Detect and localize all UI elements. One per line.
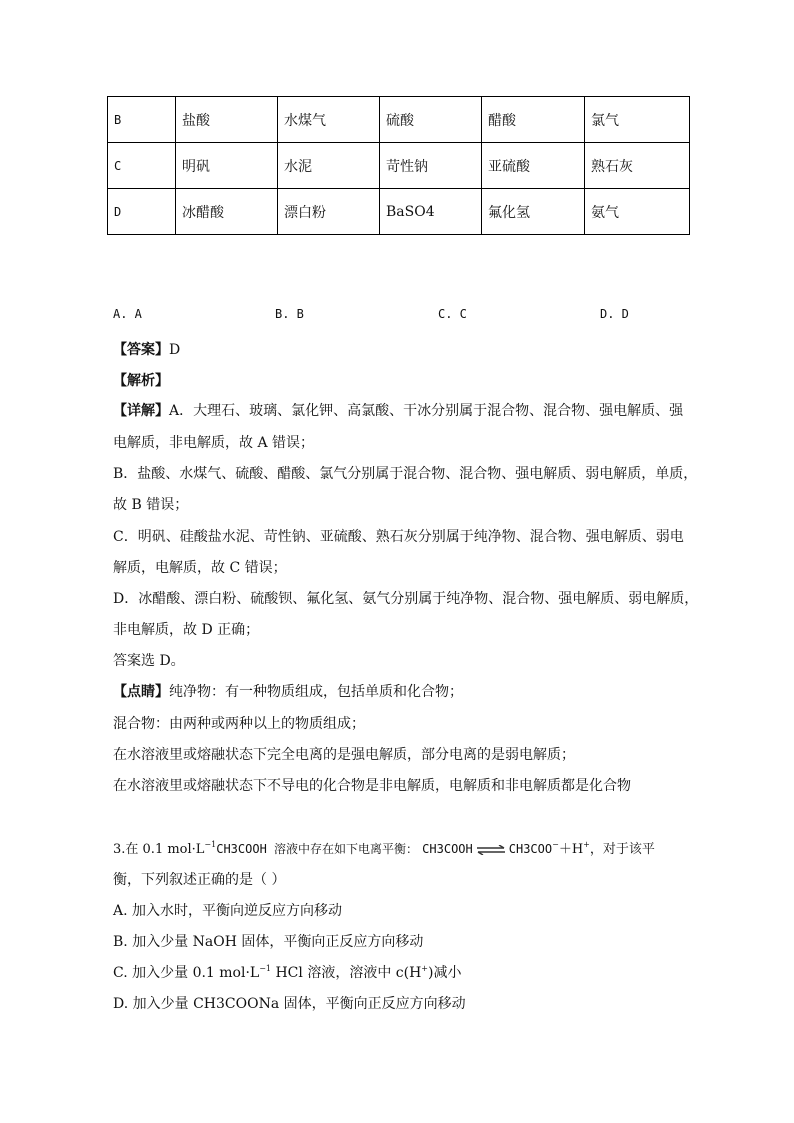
table-cell: 明矾 xyxy=(176,143,278,189)
detail-tag: 【详解】 xyxy=(113,403,169,419)
eq-left: CH3COOH xyxy=(422,842,473,856)
equilibrium-arrow-icon xyxy=(476,845,506,855)
tip-text: 纯净物：有一种物质组成，包括单质和化合物； xyxy=(169,684,463,700)
opt-c-post: HCl 溶液，溶液中 c(H xyxy=(271,965,422,981)
opt-c-end: )减小 xyxy=(427,965,462,981)
question3-line2: 衡，下列叙述正确的是（ ） xyxy=(113,872,286,888)
question3-option-a: A. 加入水时，平衡向逆反应方向移动 xyxy=(113,903,343,919)
answer-value: D xyxy=(169,342,181,358)
q3-prefix-sup: −1 xyxy=(204,840,217,849)
row-label: C xyxy=(108,143,176,189)
tip-line1 xyxy=(113,681,463,701)
table-cell: 水煤气 xyxy=(278,97,380,143)
tip-line4: 在水溶液里或熔融状态下不导电的化合物是非电解质，电解质和非电解质都是化合物 xyxy=(113,778,631,794)
detail-c-line1: C．明矾、硅酸盐水泥、苛性钠、亚硫酸、熟石灰分别属于纯净物、混合物、强电解质、弱电 xyxy=(113,529,684,545)
detail-b-line2: 故 B 错误； xyxy=(113,497,189,513)
detail-a-line1 xyxy=(113,400,683,420)
answer-tag: 【答案】 xyxy=(113,342,169,358)
detail-b-line1: B．盐酸、水煤气、硫酸、醋酸、氯气分别属于混合物、混合物、强电解质、弱电解质，单质， xyxy=(113,466,698,482)
question3-option-d: D. 加入少量 CH3COONa 固体，平衡向正反应方向移动 xyxy=(113,996,466,1012)
question3-stem xyxy=(113,838,655,857)
table-cell: 亚硫酸 xyxy=(482,143,585,189)
table-cell: 熟石灰 xyxy=(585,143,690,189)
table-cell: 氨气 xyxy=(585,189,690,235)
row-label: D xyxy=(108,189,176,235)
detail-c-line2: 解质，电解质，故 C 错误； xyxy=(113,560,287,576)
answer-line xyxy=(113,339,180,359)
q3-tail: ，对于该平 xyxy=(589,842,655,857)
detail-a-line2: 电解质，非电解质，故 A 错误； xyxy=(113,435,315,451)
opt-c-sup: −1 xyxy=(259,964,272,973)
opt-c-sup2: + xyxy=(421,964,428,973)
eq-plus: ＋H xyxy=(558,842,584,857)
question3-option-b: B. 加入少量 NaOH 固体，平衡向正反应方向移动 xyxy=(113,934,424,950)
option-d: D. D xyxy=(600,307,629,321)
q3-prefix: 3.在 0.1 mol·L xyxy=(113,842,205,857)
classification-table xyxy=(107,96,690,235)
table-cell: 氯气 xyxy=(585,97,690,143)
table-cell: 冰醋酸 xyxy=(176,189,278,235)
analysis-tag: 【解析】 xyxy=(113,373,169,389)
detail-d-line2: 非电解质，故 D 正确； xyxy=(113,622,260,638)
option-a: A. A xyxy=(113,307,142,321)
table-cell: 硫酸 xyxy=(380,97,482,143)
option-c: C. C xyxy=(438,307,467,321)
tip-line2: 混合物：由两种或两种以上的物质组成； xyxy=(113,716,365,732)
tip-line3: 在水溶液里或熔融状态下完全电离的是强电解质，部分电离的是弱电解质； xyxy=(113,747,575,763)
row-label: B xyxy=(108,97,176,143)
opt-c-pre: C. 加入少量 0.1 mol·L xyxy=(113,965,260,981)
table-cell: BaSO4 xyxy=(380,189,482,235)
detail-d-line1: D．冰醋酸、漂白粉、硫酸钡、氟化氢、氨气分别属于纯净物、混合物、强电解质、弱电解质， xyxy=(113,591,699,607)
detail-conclusion: 答案选 D。 xyxy=(113,653,185,669)
eq-right-sup: − xyxy=(552,840,559,849)
table-row xyxy=(108,143,690,189)
eq-plus-sup: + xyxy=(583,840,590,849)
option-b: B. B xyxy=(275,307,304,321)
table-row xyxy=(108,189,690,235)
tip-tag: 【点睛】 xyxy=(113,684,169,700)
table-row xyxy=(108,97,690,143)
table-cell: 醋酸 xyxy=(482,97,585,143)
table-cell: 氟化氢 xyxy=(482,189,585,235)
question3-option-c xyxy=(113,962,461,982)
table-cell: 苛性钠 xyxy=(380,143,482,189)
eq-right: CH3COO xyxy=(508,842,553,856)
detail-text: A．大理石、玻璃、氯化钾、高氯酸、干冰分别属于混合物、混合物、强电解质、强 xyxy=(169,403,684,419)
table-cell: 水泥 xyxy=(278,143,380,189)
q3-solute: CH3COOH 溶液中存在如下电离平衡： xyxy=(216,842,419,856)
table-cell: 盐酸 xyxy=(176,97,278,143)
table-cell: 漂白粉 xyxy=(278,189,380,235)
